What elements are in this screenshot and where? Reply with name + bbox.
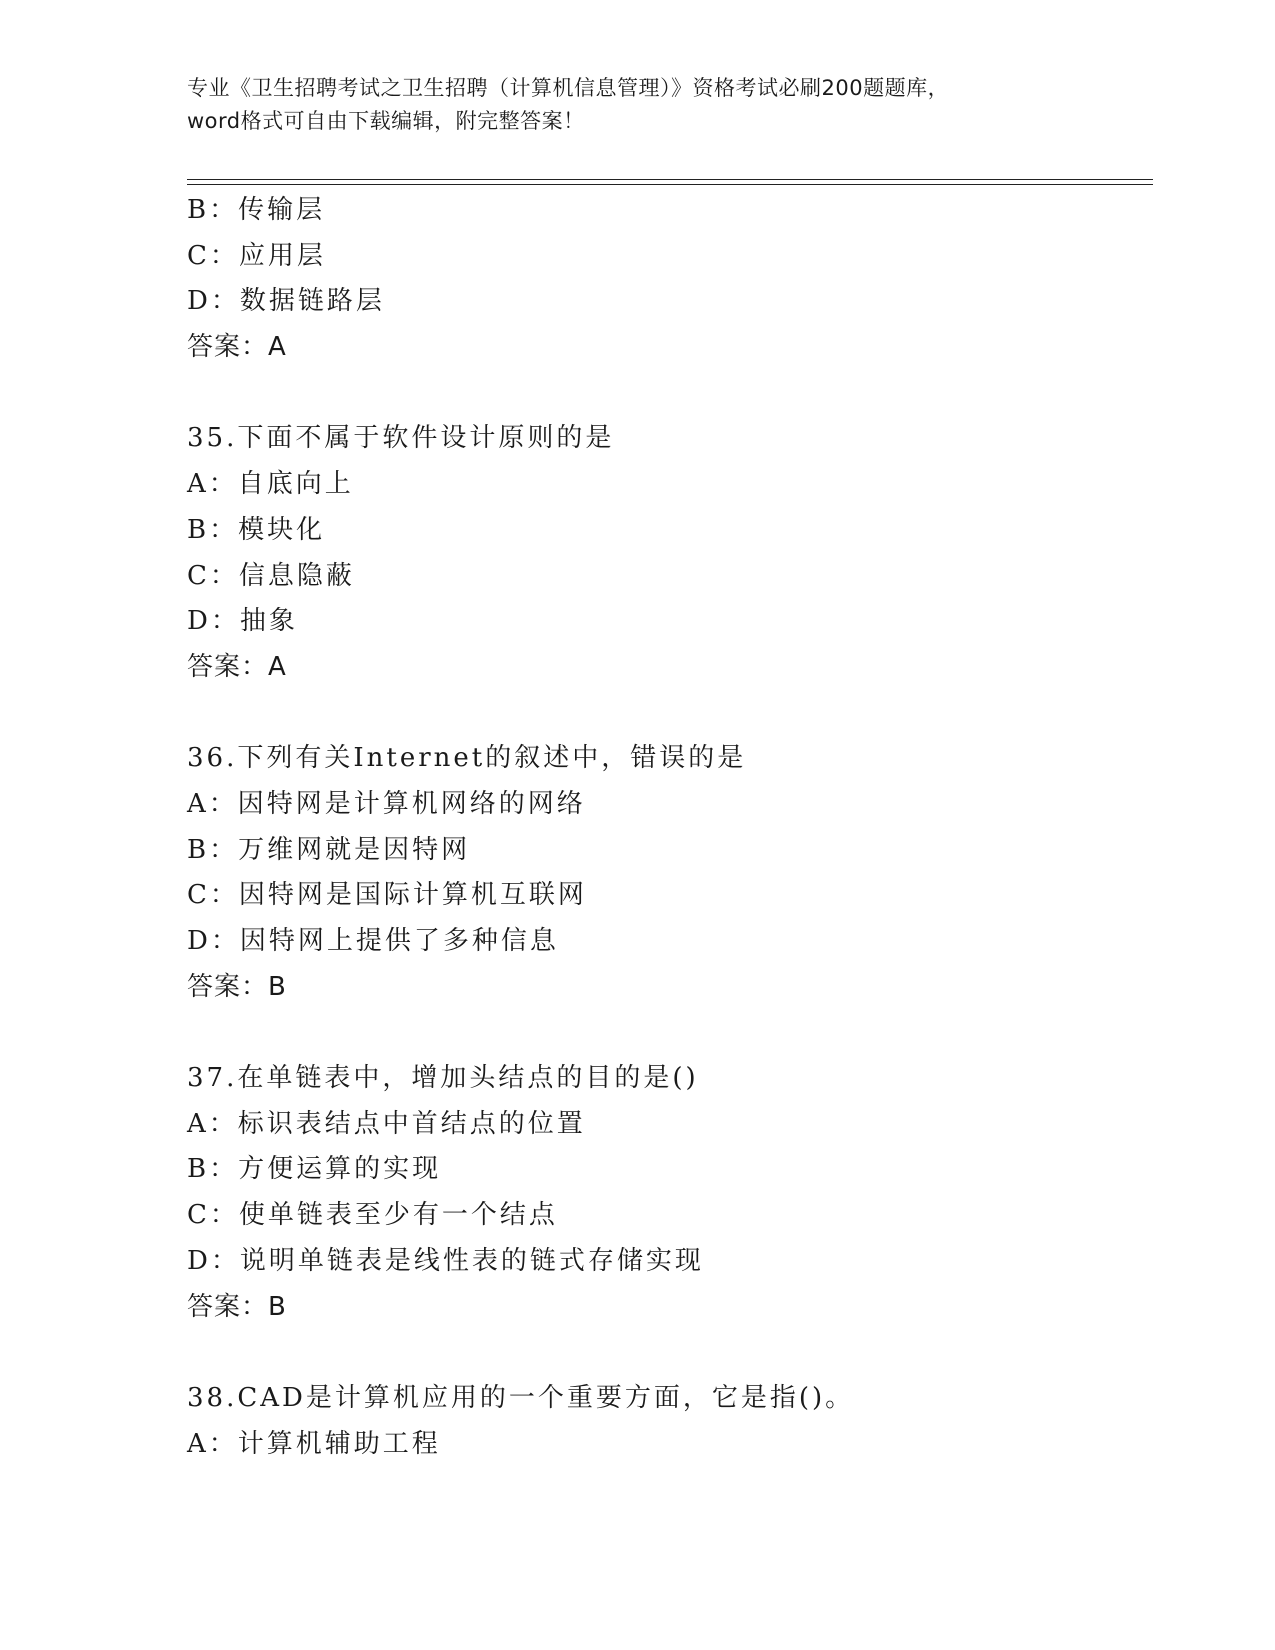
- option-c: C：信息隐蔽: [187, 560, 355, 591]
- option-d: D：抽象: [187, 606, 298, 637]
- spacer: [187, 1330, 1147, 1376]
- option-d: D：因特网上提供了多种信息: [187, 926, 559, 956]
- header-line-2: word格式可自由下载编辑，附完整答案！: [187, 109, 585, 133]
- option-b: B：模块化: [187, 514, 326, 545]
- option-c: C：使单链表至少有一个结点: [187, 1200, 558, 1231]
- option-b: B：万维网就是因特网: [187, 834, 471, 865]
- header-divider-top: [187, 179, 1153, 180]
- option-d: D：说明单链表是线性表的链式存储实现: [187, 1245, 704, 1276]
- question-title: 36.下列有关Internet的叙述中，错误的是: [187, 743, 747, 774]
- option-b: B：方便运算的实现: [187, 1154, 442, 1185]
- option-a: A：计算机辅助工程: [187, 1428, 441, 1459]
- option-d: D：数据链路层: [187, 286, 385, 317]
- answer-line: 答案：A: [187, 332, 287, 363]
- answer-line: 答案：B: [187, 971, 287, 1002]
- answer-line: 答案：A: [187, 651, 287, 682]
- spacer: [187, 691, 1147, 737]
- option-a: A：因特网是计算机网络的网络: [187, 788, 586, 819]
- question-title: 35.下面不属于软件设计原则的是: [187, 423, 615, 454]
- option-c: C：应用层: [187, 240, 326, 271]
- question-title: 38.CAD是计算机应用的一个重要方面，它是指()。: [187, 1382, 855, 1413]
- question-list: [187, 188, 1147, 1467]
- header-line-1: 专业《卫生招聘考试之卫生招聘（计算机信息管理）》资格考试必刷200题题库，: [187, 76, 950, 100]
- answer-line: 答案：B: [187, 1291, 287, 1322]
- option-c: C：因特网是国际计算机互联网: [187, 880, 587, 911]
- spacer: [187, 1010, 1147, 1056]
- question-title: 37.在单链表中，增加头结点的目的是(): [187, 1063, 699, 1094]
- document-header: [187, 72, 1087, 138]
- spacer: [187, 371, 1147, 417]
- option-a: A：自底向上: [187, 469, 354, 500]
- option-a: A：标识表结点中首结点的位置: [187, 1108, 586, 1139]
- header-divider-bottom: [187, 184, 1153, 185]
- option-b: B：传输层: [187, 195, 326, 225]
